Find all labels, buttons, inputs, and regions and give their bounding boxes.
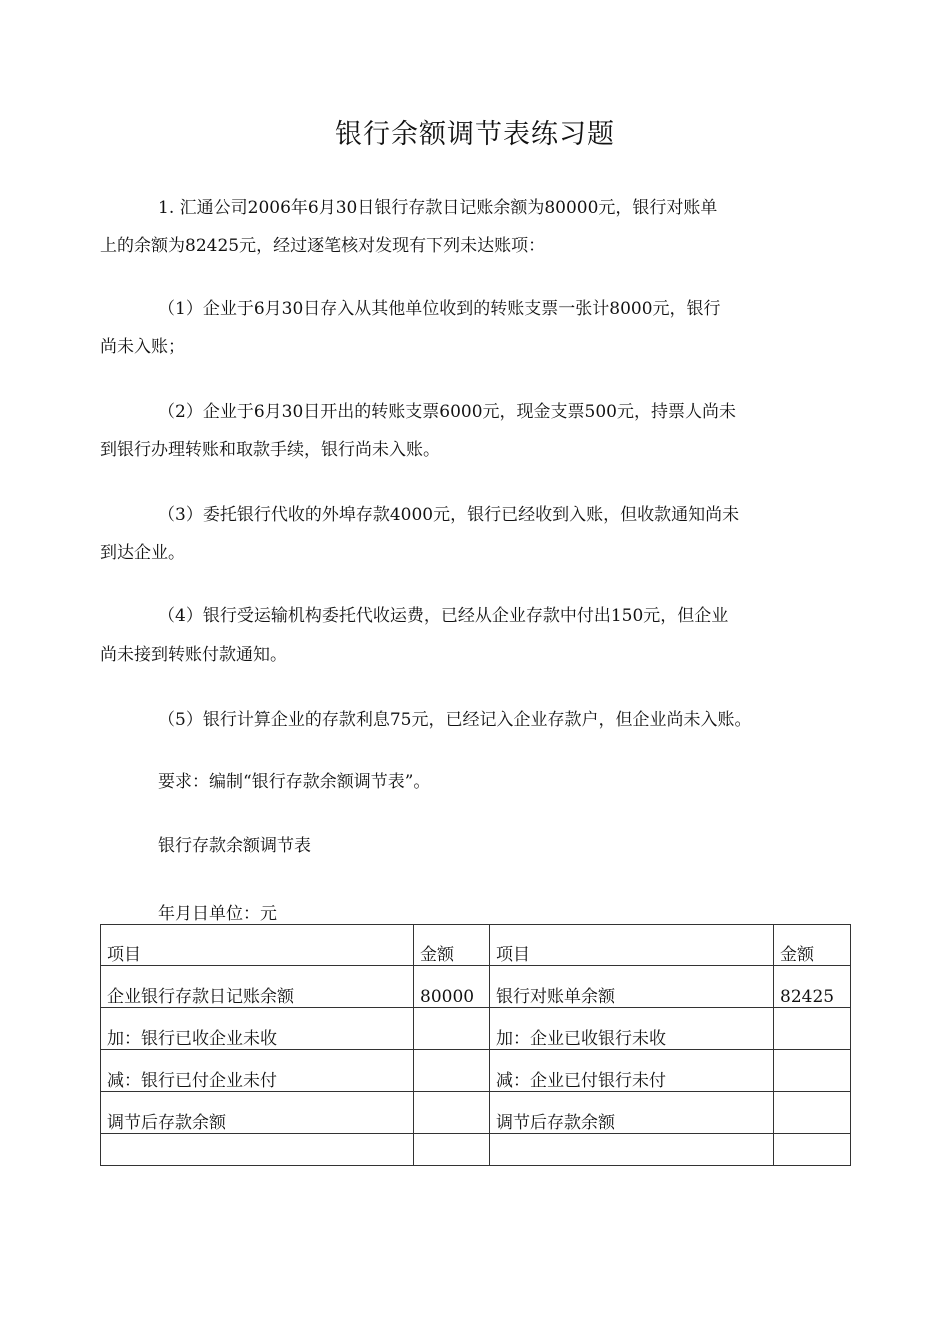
- header-amount-right: 金额: [774, 925, 851, 966]
- item-2-line-2: 到银行办理转账和取款手续，银行尚未入账。: [100, 440, 440, 460]
- item-1-line-1: （1）企业于6月30日存入从其他单位收到的转账支票一张计8000元，银行: [158, 299, 721, 319]
- cell-empty: [101, 1134, 414, 1166]
- cell-less-company-paid-amount: [774, 1050, 851, 1092]
- cell-less-bank-paid: 减：银行已付企业未付: [101, 1050, 414, 1092]
- cell-bank-statement-balance: 银行对账单余额: [490, 966, 774, 1008]
- cell-less-company-paid: 减：企业已付银行未付: [490, 1050, 774, 1092]
- item-1-line-2: 尚未入账；: [100, 337, 185, 357]
- header-item-right: 项目: [490, 925, 774, 966]
- requirement-text: 要求：编制“银行存款余额调节表”。: [158, 772, 431, 792]
- table-header-row: [101, 925, 851, 966]
- item-3-line-1: （3）委托银行代收的外埠存款4000元，银行已经收到入账，但收款通知尚未: [158, 505, 740, 525]
- table-row: [101, 1134, 851, 1166]
- item-3-line-2: 到达企业。: [100, 543, 185, 563]
- cell-company-ledger-balance: 企业银行存款日记账余额: [101, 966, 414, 1008]
- cell-add-company-received: 加：企业已收银行未收: [490, 1008, 774, 1050]
- item-4-line-1: （4）银行受运输机构委托代收运费，已经从企业存款中付出150元，但企业: [158, 606, 729, 626]
- page-title: 银行余额调节表练习题: [335, 119, 615, 150]
- cell-less-bank-paid-amount: [414, 1050, 490, 1092]
- table-row: [101, 1050, 851, 1092]
- question-intro-line-1: 1. 汇通公司2006年6月30日银行存款日记账余额为80000元，银行对账单: [158, 198, 718, 218]
- cell-add-bank-received: 加：银行已收企业未收: [101, 1008, 414, 1050]
- header-amount-left: 金额: [414, 925, 490, 966]
- table-row: [101, 966, 851, 1008]
- table-row: [101, 1008, 851, 1050]
- cell-adjusted-balance-right: 调节后存款余额: [490, 1092, 774, 1134]
- cell-bank-statement-amount: 82425: [774, 966, 851, 1008]
- cell-adjusted-balance-left: 调节后存款余额: [101, 1092, 414, 1134]
- cell-empty: [490, 1134, 774, 1166]
- table-title: 银行存款余额调节表: [158, 836, 311, 856]
- item-2-line-1: （2）企业于6月30日开出的转账支票6000元，现金支票500元，持票人尚未: [158, 402, 736, 422]
- item-4-line-2: 尚未接到转账付款通知。: [100, 645, 287, 665]
- reconciliation-table: [100, 924, 851, 1166]
- item-5-line-1: （5）银行计算企业的存款利息75元，已经记入企业存款户，但企业尚未入账。: [158, 710, 752, 730]
- cell-empty: [774, 1134, 851, 1166]
- cell-adjusted-amount-right: [774, 1092, 851, 1134]
- cell-adjusted-amount-left: [414, 1092, 490, 1134]
- cell-company-ledger-amount: 80000: [414, 966, 490, 1008]
- table-row: [101, 1092, 851, 1134]
- question-intro-line-2: 上的余额为82425元，经过逐笔核对发现有下列未达账项：: [100, 236, 546, 256]
- cell-add-bank-received-amount: [414, 1008, 490, 1050]
- header-item-left: 项目: [101, 925, 414, 966]
- table-subtitle: 年月日单位：元: [158, 904, 277, 924]
- cell-empty: [414, 1134, 490, 1166]
- cell-add-company-received-amount: [774, 1008, 851, 1050]
